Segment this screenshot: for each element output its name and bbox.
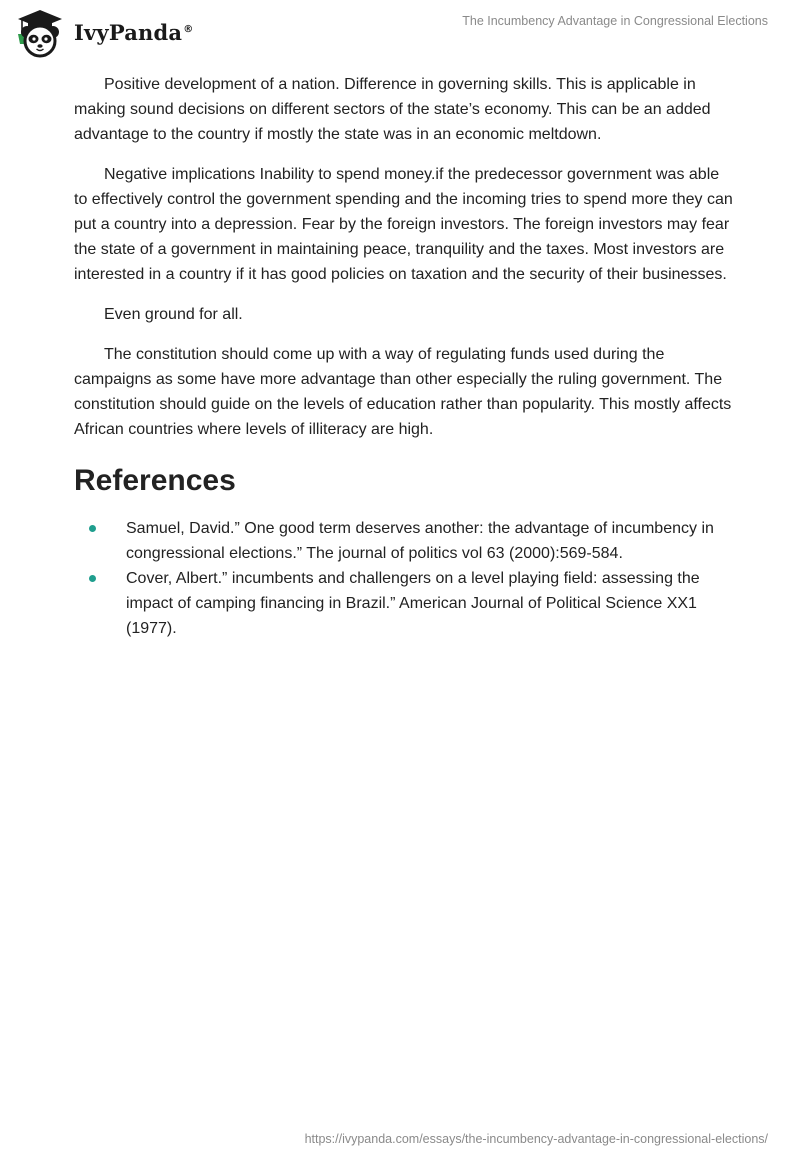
- document-title: The Incumbency Advantage in Congressional Elections: [462, 14, 768, 28]
- logo-wordmark: IvyPanda®: [74, 19, 194, 45]
- paragraph-constitution: The constitution should come up with a way of regulating funds used during the campaigns as some have more advantage than other especially the ruling government. The constitution should guide on the levels of education rather than popularity. This mostly affects African countries where levels of illiteracy are high.: [74, 346, 732, 438]
- references-list: [74, 516, 734, 641]
- paragraph-negative-implications: Negative implications Inability to spend money.if the predecessor government was able to effectively control the government spending and the incoming tries to spend more they can put a country into a depression. Fear by the foreign investors. The foreign investors may fear the state of a government in maintaining peace, tranquility and the taxes. Most investors are interested in a country if it has good policies on taxation and the security of their businesses.: [74, 166, 733, 283]
- reference-text: Samuel, David.” One good term deserves another: the advantage of incumbency in congressional elections.” The journal of politics vol 63 (2000):569-584.: [126, 520, 714, 562]
- reference-item: [74, 566, 734, 641]
- ivypanda-logo[interactable]: [14, 8, 193, 58]
- essay-content: [74, 72, 734, 641]
- reference-item: [74, 516, 734, 566]
- reference-text: Cover, Albert.” incumbents and challengers on a level playing field: assessing the impact of camping financing in Brazil.” American Journal of Political Science XX1 (1977).: [126, 570, 700, 637]
- bullet-icon: [89, 575, 96, 582]
- paragraph-even-ground: Even ground for all.: [104, 306, 243, 323]
- bullet-icon: [89, 525, 96, 532]
- references-heading: References: [74, 464, 236, 497]
- panda-graduate-icon: [14, 8, 66, 58]
- source-url-link[interactable]: https://ivypanda.com/essays/the-incumbency-advantage-in-congressional-elections/: [304, 1132, 768, 1146]
- page-header: [0, 0, 800, 64]
- registered-mark: ®: [183, 23, 194, 35]
- paragraph-positive-development: Positive development of a nation. Difference in governing skills. This is applicable in making sound decisions on different sectors of the state’s economy. This can be an added advantage to the country if mostly the state was in an economic meltdown.: [74, 76, 711, 143]
